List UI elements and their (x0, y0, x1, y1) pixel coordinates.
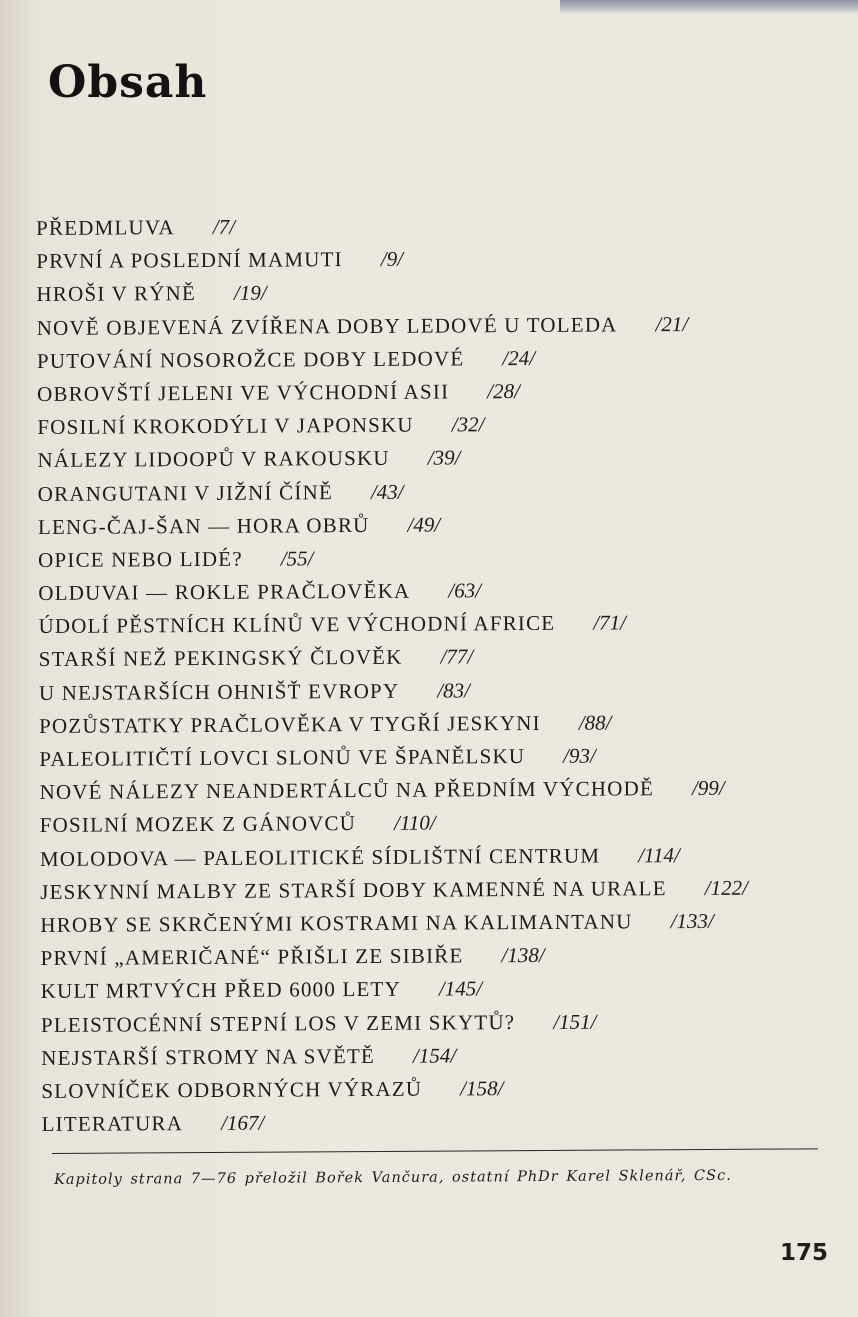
toc-entry-title: PLEISTOCÉNNÍ STEPNÍ LOS V ZEMI SKYTŮ? (40, 1009, 516, 1037)
toc-entry (38, 539, 828, 577)
toc-entry-title: FOSILNÍ MOZEK Z GÁNOVCŮ (39, 811, 357, 838)
toc-entry-page: /99/ (691, 775, 725, 801)
toc-entry-page: /83/ (437, 677, 471, 703)
page-edge-shadow (560, 0, 858, 14)
toc-entry-page: /151/ (553, 1009, 597, 1034)
toc-entry-page: /138/ (501, 943, 545, 968)
toc-entry-title: NÁLEZY LIDOOPŮ V RAKOUSKU (37, 446, 390, 473)
toc-entry (40, 904, 830, 942)
toc-entry (38, 605, 828, 643)
toc-entry-page: /93/ (563, 743, 596, 768)
toc-entry-page: /88/ (578, 710, 612, 735)
toc-entry (41, 1103, 831, 1141)
toc-entry (40, 871, 830, 909)
toc-entry-title: ÚDOLÍ PĚSTNÍCH KLÍNŮ VE VÝCHODNÍ AFRICE (38, 611, 556, 639)
table-of-contents (36, 207, 832, 1141)
page-number: 175 (780, 1240, 829, 1266)
toc-entry (37, 439, 827, 477)
toc-entry-title: NOVĚ OBJEVENÁ ZVÍŘENA DOBY LEDOVÉ U TOLEDA (36, 312, 618, 340)
toc-entry-page: /114/ (638, 842, 680, 867)
toc-entry (39, 738, 829, 776)
toc-entry (41, 1037, 831, 1075)
toc-entry (37, 406, 827, 444)
toc-entry-title: NOVÉ NÁLEZY NEANDERTÁLCŮ NA PŘEDNÍM VÝCHODĚ (39, 776, 655, 805)
toc-entry-page: /55/ (280, 546, 314, 571)
toc-entry (36, 207, 826, 245)
toc-entry-page: /110/ (394, 810, 436, 836)
toc-entry-title: FOSILNÍ KROKODÝLI V JAPONSKU (37, 412, 414, 440)
translator-credit: Kapitoly strana 7—76 přeložil Bořek Vančura, ostatní PhDr Karel Sklenář, CSc. (54, 1167, 732, 1188)
toc-entry-page: /158/ (460, 1076, 504, 1101)
toc-entry (38, 572, 828, 610)
divider (52, 1148, 818, 1154)
page-title: Obsah (48, 57, 208, 109)
toc-entry (37, 373, 827, 411)
toc-entry-title: STARŠÍ NEŽ PEKINGSKÝ ČLOVĚK (38, 645, 403, 672)
toc-entry-title: PRVNÍ A POSLEDNÍ MAMUTI (36, 247, 343, 274)
toc-entry (39, 672, 829, 710)
toc-entry (41, 1070, 831, 1108)
toc-entry-title: LITERATURA (41, 1111, 184, 1137)
toc-entry-title: OLDUVAI — ROKLE PRAČLOVĚKA (38, 578, 411, 606)
toc-entry (41, 970, 831, 1008)
toc-entry (37, 340, 827, 378)
toc-entry-page: /32/ (451, 412, 485, 437)
toc-entry-page: /24/ (502, 345, 536, 370)
toc-entry-page: /133/ (670, 908, 714, 934)
toc-entry-page: /21/ (655, 311, 689, 336)
toc-entry-page: /154/ (412, 1043, 457, 1068)
toc-entry (39, 771, 829, 809)
toc-entry-page: /19/ (233, 280, 267, 306)
toc-entry (40, 937, 830, 975)
toc-entry-title: PUTOVÁNÍ NOSOROŽCE DOBY LEDOVÉ (36, 346, 465, 373)
toc-entry (40, 805, 830, 843)
toc-entry-page: /77/ (440, 644, 474, 669)
toc-entry-page: /28/ (487, 378, 520, 404)
toc-entry-title: HROŠI V RÝNĚ (36, 281, 197, 307)
toc-entry-page: /39/ (427, 445, 461, 470)
toc-entry-title: PŘEDMLUVA (36, 215, 175, 240)
toc-entry-title: POZŮSTATKY PRAČLOVĚKA V TYGŘÍ JESKYNI (39, 710, 541, 738)
toc-entry-title: ORANGUTANI V JIŽNÍ ČÍNĚ (37, 479, 334, 506)
toc-entry-page: /122/ (704, 875, 748, 900)
toc-entry-title: OBROVŠTÍ JELENI VE VÝCHODNÍ ASII (37, 379, 450, 406)
toc-entry (38, 506, 828, 544)
toc-entry (39, 705, 829, 743)
toc-entry-page: /49/ (407, 512, 441, 537)
toc-entry-page: /167/ (220, 1110, 265, 1135)
toc-entry-title: NEJSTARŠÍ STROMY NA SVĚTĚ (41, 1043, 376, 1070)
toc-entry (37, 307, 827, 345)
toc-entry (40, 838, 830, 876)
toc-entry-title: OPICE NEBO LIDÉ? (38, 546, 243, 572)
toc-entry-title: U NEJSTARŠÍCH OHNIŠŤ EVROPY (38, 678, 400, 705)
toc-entry-title: JESKYNNÍ MALBY ZE STARŠÍ DOBY KAMENNÉ NA URALE (40, 875, 667, 904)
toc-entry-title: SLOVNÍČEK ODBORNÝCH VÝRAZŮ (41, 1076, 423, 1103)
toc-entry-page: /145/ (438, 976, 483, 1001)
toc-entry-page: /63/ (448, 578, 482, 603)
toc-entry-title: PRVNÍ „AMERIČANÉ“ PŘIŠLI ZE SIBIŘE (40, 943, 464, 971)
toc-entry (36, 274, 826, 312)
toc-entry-title: KULT MRTVÝCH PŘED 6000 LETY (40, 977, 401, 1004)
toc-entry (38, 473, 828, 511)
toc-entry-title: LENG-ČAJ-ŠAN — HORA OBRŮ (37, 512, 370, 539)
toc-entry-title: HROBY SE SKRČENÝMI KOSTRAMI NA KALIMANTANU (40, 909, 633, 937)
toc-entry-page: /43/ (370, 479, 404, 504)
toc-entry (36, 240, 826, 278)
toc-entry-page: /7/ (212, 214, 236, 239)
toc-entry (39, 639, 829, 677)
toc-entry-title: PALEOLITIČTÍ LOVCI SLONŮ VE ŠPANĚLSKU (39, 744, 526, 771)
toc-entry-page: /71/ (593, 610, 627, 635)
toc-entry-page: /9/ (380, 246, 404, 272)
toc-entry (41, 1004, 831, 1042)
toc-entry-title: MOLODOVA — PALEOLITICKÉ SÍDLIŠTNÍ CENTRUM (39, 843, 601, 871)
